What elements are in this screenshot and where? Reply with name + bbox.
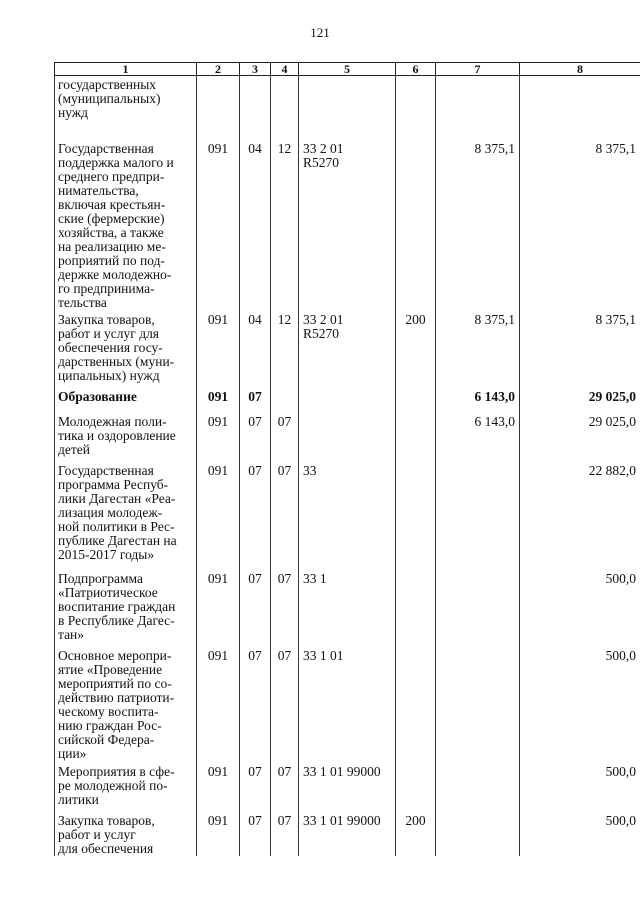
- table-row: [55, 313, 640, 390]
- cell-name: Подпрограмма «Патриотическое воспитание граждан в Республике Дагес- тан»: [55, 572, 197, 649]
- cell-target-article: 33 1 01 99000: [299, 814, 396, 856]
- cell-amount-col7: [436, 76, 520, 143]
- column-header-7: 7: [436, 63, 520, 76]
- column-header-2: 2: [197, 63, 240, 76]
- cell-name: Мероприятия в сфе- ре молодежной по- литики: [55, 765, 197, 814]
- cell-admin-code: 091: [197, 814, 240, 856]
- cell-target-article: 33 1 01 99000: [299, 765, 396, 814]
- table-body: [55, 76, 640, 857]
- column-header-1: 1: [55, 63, 197, 76]
- table-row: [55, 572, 640, 649]
- cell-expense-type: [396, 572, 436, 649]
- table-row: [55, 415, 640, 464]
- cell-amount-col8: 8 375,1: [520, 313, 640, 390]
- cell-expense-type: [396, 649, 436, 765]
- table-row: [55, 649, 640, 765]
- cell-amount-col7: 8 375,1: [436, 313, 520, 390]
- cell-target-article: 33 1 01: [299, 649, 396, 765]
- cell-amount-col8: [520, 76, 640, 143]
- table-row: [55, 765, 640, 814]
- column-header-5: 5: [299, 63, 396, 76]
- cell-target-article: 33 2 01 R5270: [299, 313, 396, 390]
- cell-name: Молодежная поли- тика и оздоровление детей: [55, 415, 197, 464]
- cell-expense-type: [396, 390, 436, 415]
- cell-name: Образование: [55, 390, 197, 415]
- cell-subsection: 07: [271, 649, 299, 765]
- cell-expense-type: [396, 464, 436, 572]
- cell-name: Государственная программа Респуб- лики Дагестан «Реа- лизация молодеж- ной политики в Рес- публике Дагестан на 2015-2017 годы»: [55, 464, 197, 572]
- column-header-4: 4: [271, 63, 299, 76]
- cell-expense-type: [396, 765, 436, 814]
- page-number: 121: [310, 25, 330, 40]
- cell-expense-type: [396, 415, 436, 464]
- cell-section: 07: [240, 814, 271, 856]
- cell-expense-type: 200: [396, 313, 436, 390]
- cell-name: государственных (муниципальных) нужд: [55, 76, 197, 143]
- cell-target-article: 33 2 01 R5270: [299, 142, 396, 313]
- cell-admin-code: 091: [197, 464, 240, 572]
- cell-amount-col7: [436, 765, 520, 814]
- cell-section: 07: [240, 765, 271, 814]
- cell-subsection: [271, 76, 299, 143]
- table-row: [55, 76, 640, 143]
- cell-subsection: 07: [271, 415, 299, 464]
- cell-amount-col7: [436, 464, 520, 572]
- cell-subsection: 07: [271, 572, 299, 649]
- cell-section: 07: [240, 390, 271, 415]
- cell-amount-col8: 500,0: [520, 572, 640, 649]
- table-row: [55, 464, 640, 572]
- cell-admin-code: 091: [197, 390, 240, 415]
- cell-admin-code: 091: [197, 142, 240, 313]
- cell-amount-col7: 8 375,1: [436, 142, 520, 313]
- cell-amount-col8: 500,0: [520, 765, 640, 814]
- cell-section: 07: [240, 649, 271, 765]
- cell-section: 07: [240, 572, 271, 649]
- cell-subsection: 07: [271, 765, 299, 814]
- cell-amount-col7: [436, 814, 520, 856]
- cell-expense-type: 200: [396, 814, 436, 856]
- table-row: [55, 390, 640, 415]
- cell-subsection: 12: [271, 313, 299, 390]
- table-row: [55, 814, 640, 856]
- cell-amount-col8: 8 375,1: [520, 142, 640, 313]
- table-row: [55, 142, 640, 313]
- cell-subsection: [271, 390, 299, 415]
- cell-section: 04: [240, 313, 271, 390]
- cell-amount-col8: 29 025,0: [520, 390, 640, 415]
- cell-name: Закупка товаров, работ и услуг для обеспечения госу- дарственных (муни- ципальных) нужд: [55, 313, 197, 390]
- cell-target-article: [299, 390, 396, 415]
- cell-amount-col7: 6 143,0: [436, 390, 520, 415]
- cell-admin-code: 091: [197, 765, 240, 814]
- column-header-3: 3: [240, 63, 271, 76]
- cell-admin-code: 091: [197, 572, 240, 649]
- cell-amount-col8: 500,0: [520, 649, 640, 765]
- cell-admin-code: 091: [197, 415, 240, 464]
- cell-amount-col8: 22 882,0: [520, 464, 640, 572]
- column-header-6: 6: [396, 63, 436, 76]
- cell-amount-col7: [436, 572, 520, 649]
- cell-subsection: 07: [271, 464, 299, 572]
- cell-target-article: 33 1: [299, 572, 396, 649]
- cell-admin-code: 091: [197, 649, 240, 765]
- cell-name: Основное меропри- ятие «Проведение мероприятий по со- действию патриоти- ческому воспита- нию граждан Рос- сийской Федера- ции»: [55, 649, 197, 765]
- cell-expense-type: [396, 76, 436, 143]
- cell-amount-col8: 29 025,0: [520, 415, 640, 464]
- cell-section: [240, 76, 271, 143]
- table-header-row: [55, 63, 640, 76]
- cell-target-article: 33: [299, 464, 396, 572]
- cell-expense-type: [396, 142, 436, 313]
- cell-name: Закупка товаров, работ и услуг для обеспечения: [55, 814, 197, 856]
- cell-amount-col8: 500,0: [520, 814, 640, 856]
- column-header-8: 8: [520, 63, 640, 76]
- cell-admin-code: [197, 76, 240, 143]
- cell-section: 04: [240, 142, 271, 313]
- cell-section: 07: [240, 415, 271, 464]
- cell-subsection: 12: [271, 142, 299, 313]
- cell-admin-code: 091: [197, 313, 240, 390]
- cell-amount-col7: [436, 649, 520, 765]
- cell-section: 07: [240, 464, 271, 572]
- cell-name: Государственная поддержка малого и среднего предпри- нимательства, включая крестьян- ские (фермерские) хозяйства, а также на реализацию ме- роприятий по под- держке молодежно- го предпринима- тельства: [55, 142, 197, 313]
- cell-target-article: [299, 76, 396, 143]
- cell-amount-col7: 6 143,0: [436, 415, 520, 464]
- budget-table: [54, 62, 640, 856]
- cell-target-article: [299, 415, 396, 464]
- cell-subsection: 07: [271, 814, 299, 856]
